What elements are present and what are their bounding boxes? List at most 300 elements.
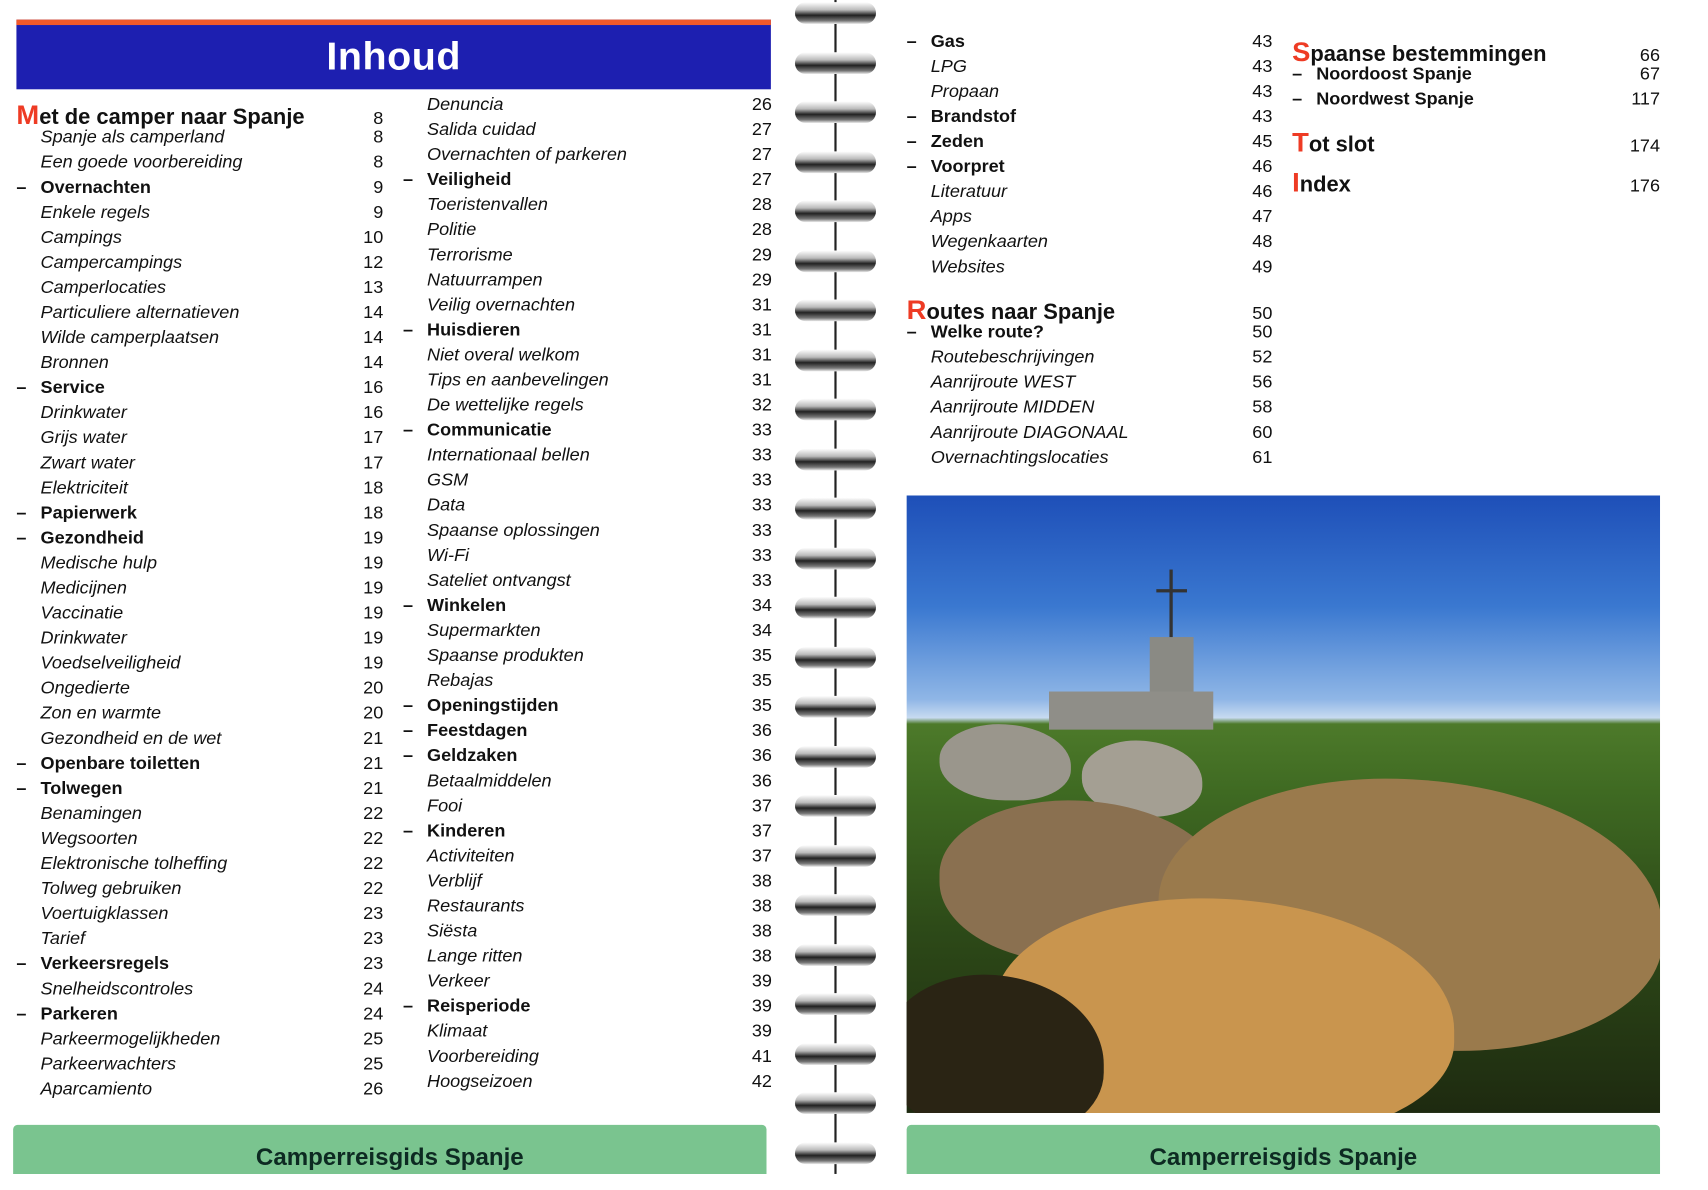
toc-page-number: 46 bbox=[1252, 156, 1273, 177]
toc-page-number: 39 bbox=[751, 971, 772, 991]
toc-entry-item bbox=[907, 82, 1273, 107]
toc-entry-item bbox=[16, 929, 383, 954]
toc-entry-title: Grijs water bbox=[40, 427, 127, 448]
toc-entry-sub bbox=[403, 170, 772, 195]
toc-page-number: 20 bbox=[363, 703, 384, 724]
toc-page-number: 22 bbox=[363, 853, 384, 874]
toc-entry-title: Medische hulp bbox=[40, 553, 158, 573]
toc-entry-title: Internationaal bellen bbox=[427, 445, 590, 466]
toc-entry-item bbox=[16, 904, 383, 929]
toc-page-number: 32 bbox=[751, 395, 772, 415]
toc-page-number: 23 bbox=[363, 953, 384, 974]
toc-entry-title: Aanrijroute WEST bbox=[930, 372, 1076, 393]
toc-page-number: 24 bbox=[363, 979, 384, 999]
toc-page-number: 33 bbox=[751, 420, 772, 440]
toc-entry-title: Bronnen bbox=[40, 352, 109, 373]
toc-entry-item bbox=[403, 646, 772, 671]
toc-entry-main bbox=[1292, 37, 1661, 68]
toc-entry-item bbox=[403, 270, 772, 295]
toc-page-number: 43 bbox=[1252, 56, 1273, 77]
toc-entry-item bbox=[16, 127, 383, 152]
toc-entry-title: – Feestdagen bbox=[403, 721, 528, 742]
spiral-ring bbox=[795, 597, 876, 619]
toc-page-number: 43 bbox=[1252, 81, 1273, 102]
toc-entry-title: – Parkeren bbox=[16, 1004, 117, 1025]
toc-page-number: 46 bbox=[1252, 181, 1273, 202]
toc-entry-item bbox=[403, 295, 772, 320]
toc-entry-item bbox=[16, 979, 383, 1004]
toc-entry-title: – Kinderen bbox=[403, 821, 505, 842]
toc-entry-sub bbox=[403, 596, 772, 621]
spiral-ring bbox=[795, 1142, 876, 1164]
toc-page-number: 34 bbox=[751, 595, 772, 616]
toc-entry-sub bbox=[403, 746, 772, 771]
spiral-ring bbox=[795, 399, 876, 421]
toc-entry-item bbox=[403, 345, 772, 370]
spiral-ring bbox=[795, 646, 876, 668]
toc-entry-main bbox=[906, 295, 1273, 326]
toc-page-number: 49 bbox=[1252, 257, 1273, 277]
toc-entry-item bbox=[16, 403, 383, 428]
toc-page-number: 37 bbox=[751, 796, 772, 816]
toc-column-1 bbox=[16, 100, 383, 1104]
toc-page-number: 22 bbox=[363, 803, 384, 824]
footer-left bbox=[13, 1125, 766, 1174]
toc-entry-title: – Geldzaken bbox=[403, 746, 517, 767]
toc-entry-title: – Verkeersregels bbox=[16, 954, 169, 975]
toc-entry-title: – Tolwegen bbox=[16, 779, 122, 800]
toc-page-number: 19 bbox=[363, 553, 384, 573]
toc-page-number: 16 bbox=[363, 402, 384, 423]
toc-entry-item bbox=[16, 578, 383, 603]
toc-entry-item bbox=[403, 120, 772, 145]
toc-page-number: 24 bbox=[363, 1004, 384, 1024]
toc-entry-item bbox=[907, 397, 1273, 422]
toc-entry-title: – Reisperiode bbox=[403, 996, 531, 1017]
toc-entry-sub bbox=[403, 821, 772, 846]
toc-entry-sub bbox=[907, 322, 1273, 347]
toc-entry-item bbox=[403, 1072, 772, 1097]
toc-page-number: 9 bbox=[373, 202, 384, 223]
toc-entry-sub bbox=[16, 754, 383, 779]
footer-title: Camperreisgids Spanje bbox=[1149, 1143, 1418, 1171]
toc-entry-title: Camperlocaties bbox=[40, 277, 167, 298]
toc-page-number: 58 bbox=[1252, 397, 1273, 418]
toc-page-number: 29 bbox=[751, 270, 772, 290]
toc-page-number: 38 bbox=[751, 921, 772, 941]
toc-entry-title: Overnachtingslocaties bbox=[930, 447, 1109, 468]
toc-page-number: 33 bbox=[751, 495, 772, 516]
toc-column-3 bbox=[907, 32, 1273, 473]
toc-entry-sub bbox=[16, 1004, 383, 1029]
spiral-ring bbox=[795, 2, 876, 24]
toc-page-number: 43 bbox=[1252, 106, 1273, 127]
toc-page-number: 20 bbox=[363, 678, 384, 699]
toc-page-number: 117 bbox=[1631, 89, 1661, 109]
toc-page-number: 31 bbox=[751, 370, 772, 390]
toc-entry-title: Hoogseizoen bbox=[427, 1071, 533, 1092]
toc-entry-sub bbox=[403, 320, 772, 345]
toc-entry-title: Supermarkten bbox=[427, 620, 541, 641]
toc-page-number: 19 bbox=[363, 628, 384, 648]
chapter-title-rest: ot slot bbox=[1308, 132, 1375, 157]
toc-entry-item bbox=[16, 854, 383, 879]
toc-page-number: 43 bbox=[1252, 31, 1273, 52]
toc-entry-title: Aparcamiento bbox=[40, 1079, 152, 1099]
toc-entry-title: Wegsoorten bbox=[40, 828, 138, 849]
toc-entry-item bbox=[403, 195, 772, 220]
toc-entry-title: Tarief bbox=[40, 928, 86, 949]
toc-entry-title: Politie bbox=[427, 219, 477, 240]
toc-entry-title: Parkeerwachters bbox=[40, 1054, 177, 1074]
toc-entry-item bbox=[403, 846, 772, 871]
toc-entry-title: Salida cuidad bbox=[427, 119, 536, 140]
toc-entry-main bbox=[16, 100, 384, 131]
toc-entry-item bbox=[403, 671, 772, 696]
toc-page-number: 17 bbox=[363, 453, 384, 473]
toc-entry-item bbox=[403, 395, 772, 420]
toc-entry-title: Zon en warmte bbox=[40, 703, 162, 724]
toc-page-number: 48 bbox=[1252, 231, 1273, 252]
toc-page-number: 61 bbox=[1252, 447, 1273, 468]
toc-column-4 bbox=[1292, 37, 1661, 199]
toc-entry-title: – Welke route? bbox=[907, 322, 1044, 343]
toc-page-number: 34 bbox=[751, 620, 772, 641]
toc-page-number: 33 bbox=[751, 520, 772, 541]
toc-entry-title: Klimaat bbox=[427, 1021, 488, 1042]
toc-page-number: 8 bbox=[373, 152, 384, 173]
toc-entry-title: Voorbereiding bbox=[427, 1046, 539, 1067]
toc-entry-item bbox=[403, 220, 772, 245]
toc-page-number: 13 bbox=[363, 277, 384, 298]
spiral-ring bbox=[795, 696, 876, 718]
spiral-ring bbox=[795, 993, 876, 1015]
toc-entry-item bbox=[16, 804, 383, 829]
toc-entry-item bbox=[403, 546, 772, 571]
toc-entry-title: Denuncia bbox=[427, 94, 504, 115]
toc-page-number: 38 bbox=[751, 896, 772, 916]
toc-page-number: 36 bbox=[751, 771, 772, 791]
spiral-ring bbox=[795, 349, 876, 371]
toc-page-number: 35 bbox=[751, 645, 772, 666]
toc-entry-item bbox=[16, 829, 383, 854]
toc-entry-item bbox=[907, 182, 1273, 207]
spiral-ring bbox=[795, 448, 876, 470]
toc-entry-title: Campings bbox=[40, 227, 122, 248]
toc-page-number: 14 bbox=[363, 352, 384, 373]
toc-entry-title: Routebeschrijvingen bbox=[930, 347, 1095, 367]
toc-entry-main bbox=[1292, 167, 1661, 199]
chapel-building bbox=[1049, 692, 1213, 730]
toc-entry-item bbox=[907, 207, 1273, 232]
toc-page-number: 17 bbox=[363, 427, 384, 448]
toc-entry-item bbox=[16, 278, 383, 303]
toc-page-number: 21 bbox=[363, 778, 384, 799]
toc-entry-item bbox=[403, 871, 772, 896]
toc-page-number: 14 bbox=[363, 327, 384, 348]
toc-entry-title: Websites bbox=[930, 257, 1005, 277]
toc-page-number: 37 bbox=[751, 821, 772, 841]
toc-entry-sub bbox=[403, 721, 772, 746]
toc-entry-item bbox=[907, 448, 1273, 473]
cross-icon bbox=[1169, 570, 1172, 638]
toc-entry-item bbox=[16, 303, 383, 328]
toc-entry-title: Elektronische tolheffing bbox=[40, 853, 228, 874]
spiral-ring bbox=[795, 1043, 876, 1065]
toc-page-number: 31 bbox=[751, 345, 772, 365]
toc-page-number: 33 bbox=[751, 445, 772, 466]
toc-page-number: 16 bbox=[363, 377, 384, 398]
spiral-ring bbox=[795, 299, 876, 321]
toc-entry-item bbox=[16, 1054, 383, 1079]
toc-page-number: 8 bbox=[373, 127, 384, 148]
chapter-initial: T bbox=[1292, 127, 1309, 158]
toc-entry-title: Fooi bbox=[427, 796, 463, 816]
toc-entry-title: Campercampings bbox=[40, 252, 183, 273]
toc-entry-title: Zwart water bbox=[40, 453, 135, 473]
toc-entry-sub bbox=[403, 996, 772, 1021]
toc-entry-title: – Veiligheid bbox=[403, 170, 511, 191]
toc-entry-title: Tolweg gebruiken bbox=[40, 878, 182, 899]
toc-entry-item bbox=[16, 453, 383, 478]
toc-entry-title: Gezondheid en de wet bbox=[40, 728, 222, 749]
title-banner bbox=[16, 20, 770, 90]
chapter-initial: R bbox=[906, 295, 927, 326]
spiral-ring bbox=[795, 795, 876, 817]
toc-page-number: 33 bbox=[751, 570, 772, 591]
spiral-ring bbox=[795, 944, 876, 966]
toc-entry-title: Overnachten of parkeren bbox=[427, 144, 627, 165]
toc-entry-item bbox=[16, 152, 383, 177]
toc-entry-title: – Brandstof bbox=[907, 107, 1016, 128]
toc-entry-title: Literatuur bbox=[930, 181, 1008, 202]
toc-entry-item bbox=[403, 370, 772, 395]
chapter-initial: M bbox=[16, 100, 40, 131]
toc-entry-title: GSM bbox=[427, 470, 469, 491]
toc-page-number: 31 bbox=[751, 295, 772, 315]
page-title: Inhoud bbox=[326, 33, 461, 79]
toc-page-number: 23 bbox=[363, 928, 384, 949]
spiral-ring bbox=[795, 547, 876, 569]
spiral-ring bbox=[795, 52, 876, 74]
toc-page-number: 176 bbox=[1629, 176, 1661, 197]
chapter-title-rest: et de camper naar Spanje bbox=[39, 105, 305, 130]
toc-page-number: 67 bbox=[1639, 64, 1661, 84]
toc-entry-title: Voedselveiligheid bbox=[40, 653, 181, 674]
toc-page-number: 36 bbox=[751, 745, 772, 766]
toc-entry-title: Een goede voorbereiding bbox=[40, 152, 243, 173]
toc-entry-title: Vaccinatie bbox=[40, 603, 124, 623]
toc-page-number: 47 bbox=[1252, 206, 1273, 227]
toc-entry-title: Lange ritten bbox=[427, 946, 523, 966]
toc-entry-title: Ongedierte bbox=[40, 678, 130, 699]
cross-bar bbox=[1156, 589, 1187, 592]
toc-entry-title: Natuurrampen bbox=[427, 270, 543, 290]
toc-entry-sub bbox=[16, 378, 383, 403]
toc-entry-title: De wettelijke regels bbox=[427, 395, 584, 415]
spiral-ring bbox=[795, 894, 876, 916]
toc-entry-item bbox=[16, 353, 383, 378]
toc-entry-item bbox=[403, 771, 772, 796]
toc-entry-item bbox=[16, 603, 383, 628]
toc-page-number: 174 bbox=[1629, 136, 1661, 156]
spiral-ring bbox=[795, 745, 876, 767]
toc-entry-item bbox=[16, 253, 383, 278]
toc-page-number: 25 bbox=[363, 1054, 384, 1074]
toc-page-number: 19 bbox=[363, 578, 384, 598]
toc-page-number: 66 bbox=[1639, 45, 1661, 66]
toc-entry-item bbox=[16, 428, 383, 453]
toc-entry-sub bbox=[16, 503, 383, 528]
toc-entry-title: – Gezondheid bbox=[16, 528, 143, 549]
toc-entry-title: Niet overal welkom bbox=[427, 345, 580, 365]
toc-entry-sub bbox=[16, 779, 383, 804]
chapter-initial: S bbox=[1292, 37, 1311, 68]
toc-entry-title: Data bbox=[427, 495, 466, 516]
spiral-ring bbox=[795, 101, 876, 123]
toc-entry-sub bbox=[907, 32, 1273, 57]
toc-entry-item bbox=[16, 553, 383, 578]
toc-entry-title: Wegenkaarten bbox=[930, 231, 1048, 252]
toc-entry-title: Restaurants bbox=[427, 896, 525, 916]
toc-page-number: 28 bbox=[751, 194, 772, 215]
landscape-photo-chapel-rocks bbox=[907, 495, 1660, 1112]
toc-entry-item bbox=[403, 896, 772, 921]
toc-entry-item bbox=[403, 245, 772, 270]
toc-entry-item bbox=[403, 145, 772, 170]
toc-page-number: 36 bbox=[751, 720, 772, 741]
toc-entry-title: – Gas bbox=[907, 32, 965, 53]
footer-right bbox=[907, 1125, 1660, 1174]
toc-page-number: 37 bbox=[751, 846, 772, 866]
toc-entry-item bbox=[403, 95, 772, 120]
toc-entry-title: Elektriciteit bbox=[40, 478, 128, 498]
toc-entry-title: Parkeermogelijkheden bbox=[40, 1029, 221, 1049]
toc-entry-title: Snelheidscontroles bbox=[40, 979, 194, 999]
toc-entry-item bbox=[403, 445, 772, 470]
toc-entry-title: Drinkwater bbox=[40, 628, 127, 648]
toc-entry-title bbox=[1292, 168, 1351, 200]
toc-entry-title: – Communicatie bbox=[403, 420, 552, 441]
toc-entry-title: Aanrijroute MIDDEN bbox=[930, 397, 1095, 418]
rock bbox=[940, 724, 1071, 800]
toc-page-number: 52 bbox=[1252, 347, 1273, 367]
toc-entry-item bbox=[16, 879, 383, 904]
toc-page-number: 12 bbox=[363, 252, 384, 273]
toc-entry-sub bbox=[403, 420, 772, 445]
toc-entry-item bbox=[403, 470, 772, 495]
toc-page-number: 56 bbox=[1252, 372, 1273, 393]
toc-page-number: 22 bbox=[363, 828, 384, 849]
toc-entry-title: Spanje als camperland bbox=[40, 127, 225, 148]
toc-entry-item bbox=[16, 1079, 383, 1104]
toc-page-number: 38 bbox=[751, 871, 772, 891]
toc-page-number: 60 bbox=[1252, 422, 1273, 443]
toc-page-number: 42 bbox=[751, 1071, 772, 1092]
toc-entry-title: Sateliet ontvangst bbox=[427, 570, 571, 591]
toc-entry-sub bbox=[1292, 64, 1660, 89]
toc-entry-title: – Openbare toiletten bbox=[16, 754, 200, 775]
toc-page-number: 23 bbox=[363, 903, 384, 924]
toc-page-number: 14 bbox=[363, 302, 384, 323]
toc-page-number: 19 bbox=[363, 653, 384, 674]
toc-entry-title: Rebajas bbox=[427, 670, 494, 691]
toc-entry-title: Apps bbox=[930, 206, 972, 227]
toc-entry-title: Activiteiten bbox=[427, 846, 515, 866]
spiral-ring bbox=[795, 1092, 876, 1114]
toc-page-number: 38 bbox=[751, 946, 772, 966]
toc-entry-item bbox=[403, 796, 772, 821]
toc-entry-sub bbox=[907, 132, 1273, 157]
toc-entry-title: LPG bbox=[930, 56, 967, 77]
toc-entry-title: Verkeer bbox=[427, 971, 490, 991]
toc-entry-item bbox=[403, 1047, 772, 1072]
toc-entry-item bbox=[403, 621, 772, 646]
toc-page-number: 18 bbox=[363, 503, 384, 523]
toc-page-number: 41 bbox=[751, 1046, 772, 1067]
toc-entry-sub bbox=[1292, 89, 1660, 114]
chapter-initial: I bbox=[1292, 167, 1300, 199]
toc-page-number: 27 bbox=[751, 144, 772, 165]
toc-page-number: 18 bbox=[363, 478, 384, 498]
toc-page-number: 29 bbox=[751, 245, 772, 265]
toc-entry-item bbox=[403, 921, 772, 946]
spiral-ring bbox=[795, 250, 876, 272]
toc-page-number: 28 bbox=[751, 219, 772, 240]
toc-entry-item bbox=[16, 653, 383, 678]
toc-entry-title: – Overnachten bbox=[16, 178, 151, 199]
toc-entry-item bbox=[907, 57, 1273, 82]
toc-entry-title: Medicijnen bbox=[40, 578, 127, 598]
toc-entry-title: Siësta bbox=[427, 921, 478, 941]
toc-entry-title: Terrorisme bbox=[427, 245, 513, 265]
toc-entry-item bbox=[403, 946, 772, 971]
toc-entry-title: – Huisdieren bbox=[403, 320, 520, 341]
toc-entry-item bbox=[16, 328, 383, 353]
toc-page-number: 33 bbox=[751, 470, 772, 491]
toc-entry-item bbox=[403, 521, 772, 546]
toc-entry-item bbox=[907, 372, 1273, 397]
footer-title: Camperreisgids Spanje bbox=[255, 1143, 524, 1171]
toc-page-number: 35 bbox=[751, 695, 772, 716]
toc-page-number: 22 bbox=[363, 878, 384, 899]
toc-page-number: 21 bbox=[363, 728, 384, 749]
chapter-title-rest: ndex bbox=[1299, 173, 1351, 198]
toc-page-number: 45 bbox=[1252, 131, 1273, 152]
toc-entry-title: – Noordoost Spanje bbox=[1292, 64, 1472, 85]
toc-page-number: 33 bbox=[751, 545, 772, 566]
toc-entry-item bbox=[16, 1029, 383, 1054]
toc-page-number: 10 bbox=[363, 227, 384, 248]
toc-entry-title: – Openingstijden bbox=[403, 696, 559, 717]
toc-entry-item bbox=[16, 729, 383, 754]
toc-entry-item bbox=[907, 347, 1273, 372]
toc-page-number: 9 bbox=[373, 177, 384, 198]
toc-entry-title: Toeristenvallen bbox=[427, 194, 548, 215]
toc-page-number: 27 bbox=[751, 169, 772, 190]
toc-entry-item bbox=[16, 703, 383, 728]
toc-entry-title: Veilig overnachten bbox=[427, 295, 576, 315]
spiral-ring bbox=[795, 845, 876, 867]
toc-entry-title: Betaalmiddelen bbox=[427, 771, 552, 791]
toc-entry-sub bbox=[16, 528, 383, 553]
toc-entry-title: – Noordwest Spanje bbox=[1292, 89, 1474, 110]
spiral-ring bbox=[795, 200, 876, 222]
toc-entry-main bbox=[1292, 127, 1661, 158]
toc-entry-title: Wi-Fi bbox=[427, 545, 470, 566]
toc-entry-title: Verblijf bbox=[427, 871, 482, 891]
toc-entry-title: – Service bbox=[16, 378, 104, 399]
